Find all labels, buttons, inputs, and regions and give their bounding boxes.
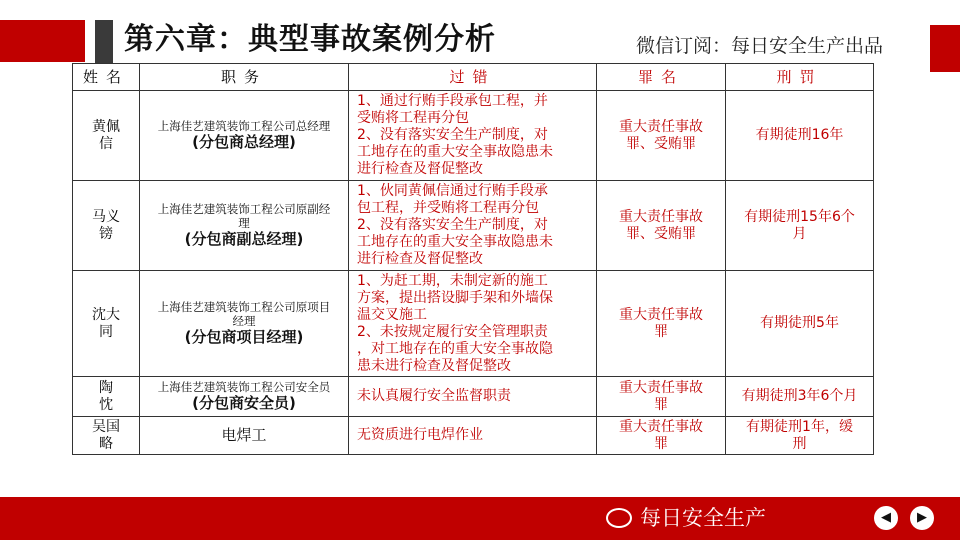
cell-position (140, 417, 349, 455)
table-row (73, 91, 874, 181)
role: 电焊工 (221, 426, 267, 444)
brand-watermark: 每日安全生产 (640, 506, 766, 530)
cell-position (140, 181, 349, 271)
cell-fault: 未认真履行安全监督职责 (349, 377, 597, 417)
wechat-icon (606, 508, 632, 528)
role: (分包商安全员) (192, 394, 296, 412)
cell-fault: 1、通过行贿手段承包工程，并 受贿将工程再分包 2、没有落实安全生产制度，对 工地存在的重大安全事故隐患未 进行检查及督促整改 (349, 91, 597, 181)
table-row (73, 181, 874, 271)
footer-band (0, 497, 960, 540)
role: (分包商项目经理) (184, 328, 304, 346)
cell-charge: 重大责任事故 罪 (597, 417, 726, 455)
cell-name: 沈大 同 (73, 271, 140, 377)
table-row (73, 271, 874, 377)
cell-penalty: 有期徒刑3年6个月 (726, 377, 874, 417)
cell-name: 陶 忱 (73, 377, 140, 417)
page-title: 第六章：典型事故案例分析 (124, 22, 496, 57)
cell-charge: 重大责任事故 罪、受贿罪 (597, 181, 726, 271)
role: (分包商副总经理) (184, 230, 304, 248)
cell-penalty: 有期徒刑16年 (726, 91, 874, 181)
cell-name: 吴国 略 (73, 417, 140, 455)
header-charge: 罪名 (597, 64, 726, 91)
table-row (73, 417, 874, 455)
title-accent-bar (95, 20, 113, 63)
cell-charge: 重大责任事故 罪 (597, 271, 726, 377)
company: 上海佳艺建筑装饰工程公司安全员 (157, 380, 331, 394)
cell-fault: 无资质进行电焊作业 (349, 417, 597, 455)
cell-charge: 重大责任事故 罪、受贿罪 (597, 91, 726, 181)
header-penalty: 刑罚 (726, 64, 874, 91)
table-header-row (73, 64, 874, 91)
cell-name: 马义 镑 (73, 181, 140, 271)
table-row (73, 377, 874, 417)
next-button[interactable]: ▶ (910, 506, 934, 530)
cell-penalty: 有期徒刑5年 (726, 271, 874, 377)
company: 上海佳艺建筑装饰工程公司原项目 经理 (157, 300, 331, 328)
header-name: 姓名 (73, 64, 140, 91)
cell-charge: 重大责任事故 罪 (597, 377, 726, 417)
left-red-block (0, 20, 85, 62)
company: 上海佳艺建筑装饰工程公司总经理 (157, 119, 331, 133)
cell-penalty: 有期徒刑15年6个 月 (726, 181, 874, 271)
cell-fault: 1、为赶工期，未制定新的施工 方案，提出搭设脚手架和外墙保 温交叉施工 2、未按规定履行安全管理职责 ，对工地存在的重大安全事故隐 患未进行检查及督促整改 (349, 271, 597, 377)
right-red-block (930, 25, 960, 72)
page-subtitle: 微信订阅：每日安全生产出品 (636, 35, 884, 57)
cell-position (140, 91, 349, 181)
cell-fault: 1、伙同黄佩信通过行贿手段承 包工程，并受贿将工程再分包 2、没有落实安全生产制度，对 工地存在的重大安全事故隐患未 进行检查及督促整改 (349, 181, 597, 271)
cell-position (140, 271, 349, 377)
header-fault: 过错 (349, 64, 597, 91)
cell-position (140, 377, 349, 417)
role: (分包商总经理) (192, 133, 296, 151)
header-position: 职务 (140, 64, 349, 91)
cell-name: 黄佩 信 (73, 91, 140, 181)
prev-button[interactable]: ◀ (874, 506, 898, 530)
case-table (72, 63, 874, 455)
company: 上海佳艺建筑装饰工程公司原副经 理 (157, 202, 331, 230)
cell-penalty: 有期徒刑1年，缓 刑 (726, 417, 874, 455)
